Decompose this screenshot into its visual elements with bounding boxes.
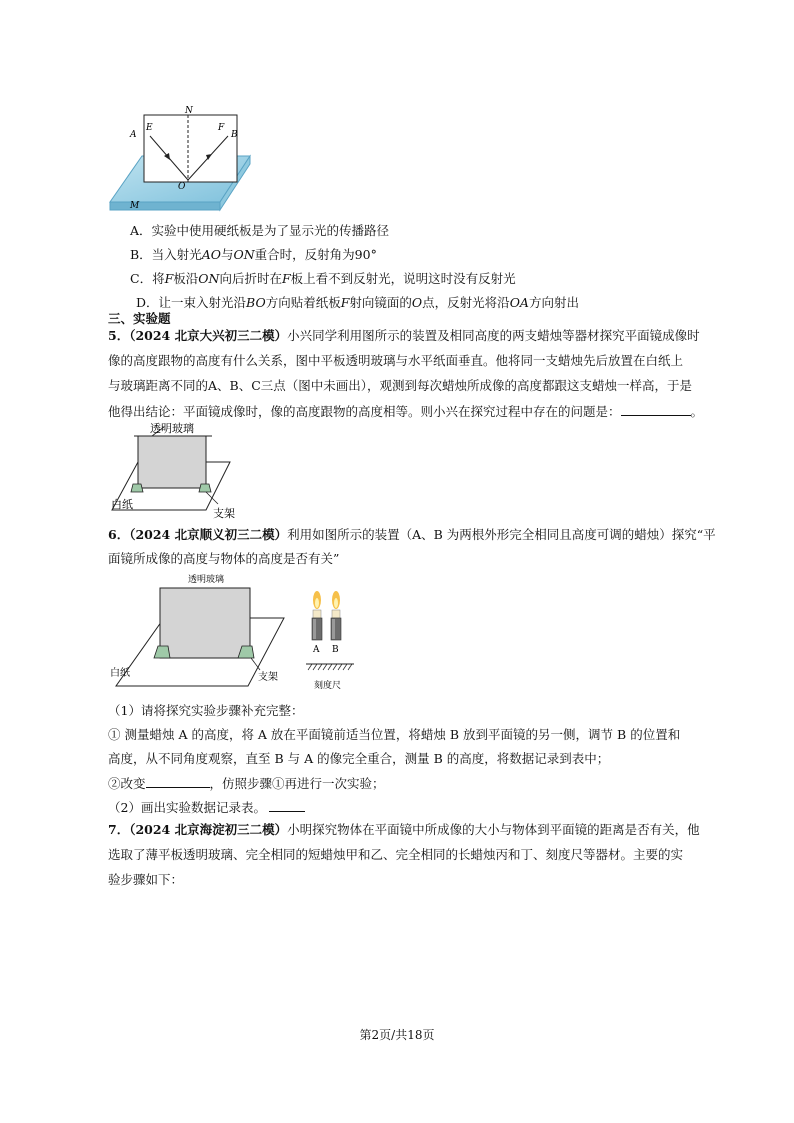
option-c-prefix: C．将 [130, 271, 165, 286]
q5-source: （2024 北京大兴初三二模） [129, 328, 288, 343]
q5-line2: 像的高度跟物的高度有什么关系，图中平板透明玻璃与水平纸面垂直。他将同一支蜡烛先后放置在白纸上 [108, 353, 684, 368]
label-b: B [231, 130, 238, 140]
q7-line2: 选取了薄平板透明玻璃、完全相同的短蜡烛甲和乙、完全相同的长蜡烛丙和丁、刻度尺等器材。主要的实 [108, 847, 684, 862]
option-c-f2: F [281, 271, 291, 286]
q5-line4-text: 他得出结论：平面镜成像时，像的高度跟物的高度相等。则小兴在探究过程中存在的问题是： [108, 404, 621, 419]
option-d-bo: BO [246, 295, 266, 310]
glass-plate [160, 588, 250, 658]
option-d-oa: OA [509, 295, 529, 310]
section-title: 三、实验题 [108, 311, 171, 326]
q6-line2: 面镜所成像的高度与物体的高度是否有关” [108, 551, 340, 566]
q6-stand-label: 支架 [258, 672, 278, 683]
q5-paper-label: 白纸 [111, 498, 133, 511]
q6-line1-text: 利用如图所示的装置（A、B 为两根外形完全相同且高度可调的蜡烛）探究“平 [287, 527, 716, 542]
candle-a-label: A [313, 645, 320, 655]
reflection-figure [108, 100, 258, 218]
q7-number: 7． [108, 822, 130, 837]
q6-sub1: （1）请将探究实验步骤补充完整： [108, 703, 304, 718]
ruler-label: 刻度尺 [314, 681, 342, 691]
q7-line1-text: 小明探究物体在平面镜中所成像的大小与物体到平面镜的距离是否有关，他 [287, 822, 700, 837]
option-b-ao: AO [201, 247, 221, 262]
q6-sub2-text: （2）画出实验数据记录表。 [108, 800, 266, 815]
candle-b [331, 591, 341, 640]
q6-number: 6． [108, 527, 130, 542]
q5-line1 [108, 328, 700, 344]
glass-plate [138, 436, 206, 488]
q5-mirror-figure [108, 422, 258, 520]
label-e: E [146, 123, 153, 133]
option-b [130, 247, 377, 263]
q7-source: （2024 北京海淀初三二模） [129, 822, 288, 837]
option-d-mid1: 方向贴着纸板 [265, 295, 341, 310]
q7-line1 [108, 822, 700, 838]
option-a-text: A．实验中使用硬纸板是为了显示光的传播路径 [130, 223, 390, 238]
label-f: F [218, 123, 225, 133]
q6-sub2-blank[interactable] [269, 799, 305, 812]
q6-mirror-figure [108, 570, 368, 696]
q5-line3: 与玻璃距离不同的A、B、C三点（图中未画出），观测到每次蜡烛所成像的高度都跟这支蜡烛一样高，于是 [108, 378, 693, 393]
q5-answer-blank[interactable] [621, 403, 691, 416]
q6-line1 [108, 527, 716, 543]
candle-b-label: B [332, 645, 339, 655]
q5-number: 5． [108, 328, 130, 343]
option-a [130, 223, 389, 239]
option-d-suffix: 方向射出 [528, 295, 579, 310]
q6-step1b: 高度，从不同角度观察，直至 B 与 A 的像完全重合，测量 B 的高度，将数据记录到表中； [108, 751, 610, 766]
label-o: O [178, 182, 186, 192]
q5-line4 [108, 403, 703, 420]
option-c-mid2: 向后折时在 [219, 271, 282, 286]
option-b-mid: 与 [220, 247, 234, 262]
option-b-suffix: 重合时，反射角为90° [254, 247, 377, 262]
label-a: A [130, 130, 137, 140]
q5-line1-text: 小兴同学利用图所示的装置及相同高度的两支蜡烛等器材探究平面镜成像时 [287, 328, 700, 343]
q7-line3: 验步骤如下： [108, 872, 184, 887]
option-d-mid2: 射向镜面的 [349, 295, 412, 310]
stand-right [199, 484, 211, 492]
q6-step1a: ① 测量蜡烛 A 的高度，将 A 放在平面镜前适当位置，将蜡烛 B 放到平面镜的另一侧，调节 B 的位置和 [108, 727, 681, 742]
option-c-f1: F [164, 271, 174, 286]
q6-sub2 [108, 799, 305, 816]
stand-left [131, 484, 143, 492]
label-m: M [130, 201, 140, 211]
label-n: N [185, 106, 193, 116]
page-number: 第2页/共18页 [359, 1028, 435, 1042]
q6-step2-suffix: ，仿照步骤①再进行一次实验； [209, 776, 385, 791]
q6-step2-prefix: ②改变 [108, 776, 146, 791]
option-b-on: ON [233, 247, 255, 262]
option-d-mid3: 点，反射光将沿 [422, 295, 510, 310]
q5-line4-end: 。 [690, 404, 704, 419]
option-d-f: F [340, 295, 350, 310]
q6-step2 [108, 775, 385, 792]
option-c-mid1: 板沿 [173, 271, 199, 286]
option-b-prefix: B．当入射光 [130, 247, 202, 262]
candle-a [312, 591, 322, 640]
option-c-suffix: 板上看不到反射光，说明这时没有反射光 [290, 271, 516, 286]
option-d-o: O [411, 295, 423, 310]
q5-stand-label: 支架 [213, 507, 235, 520]
option-c-on: ON [198, 271, 220, 286]
option-d [136, 295, 579, 311]
ruler [306, 664, 354, 670]
q6-paper-label: 白纸 [110, 668, 130, 679]
option-d-prefix: D．让一束入射光沿 [136, 295, 247, 310]
q6-step2-blank[interactable] [146, 775, 210, 788]
q6-glass-label: 透明玻璃 [188, 575, 225, 585]
option-c [130, 271, 516, 287]
q5-glass-label: 透明玻璃 [150, 422, 194, 435]
q6-source: （2024 北京顺义初三二模） [129, 527, 288, 542]
